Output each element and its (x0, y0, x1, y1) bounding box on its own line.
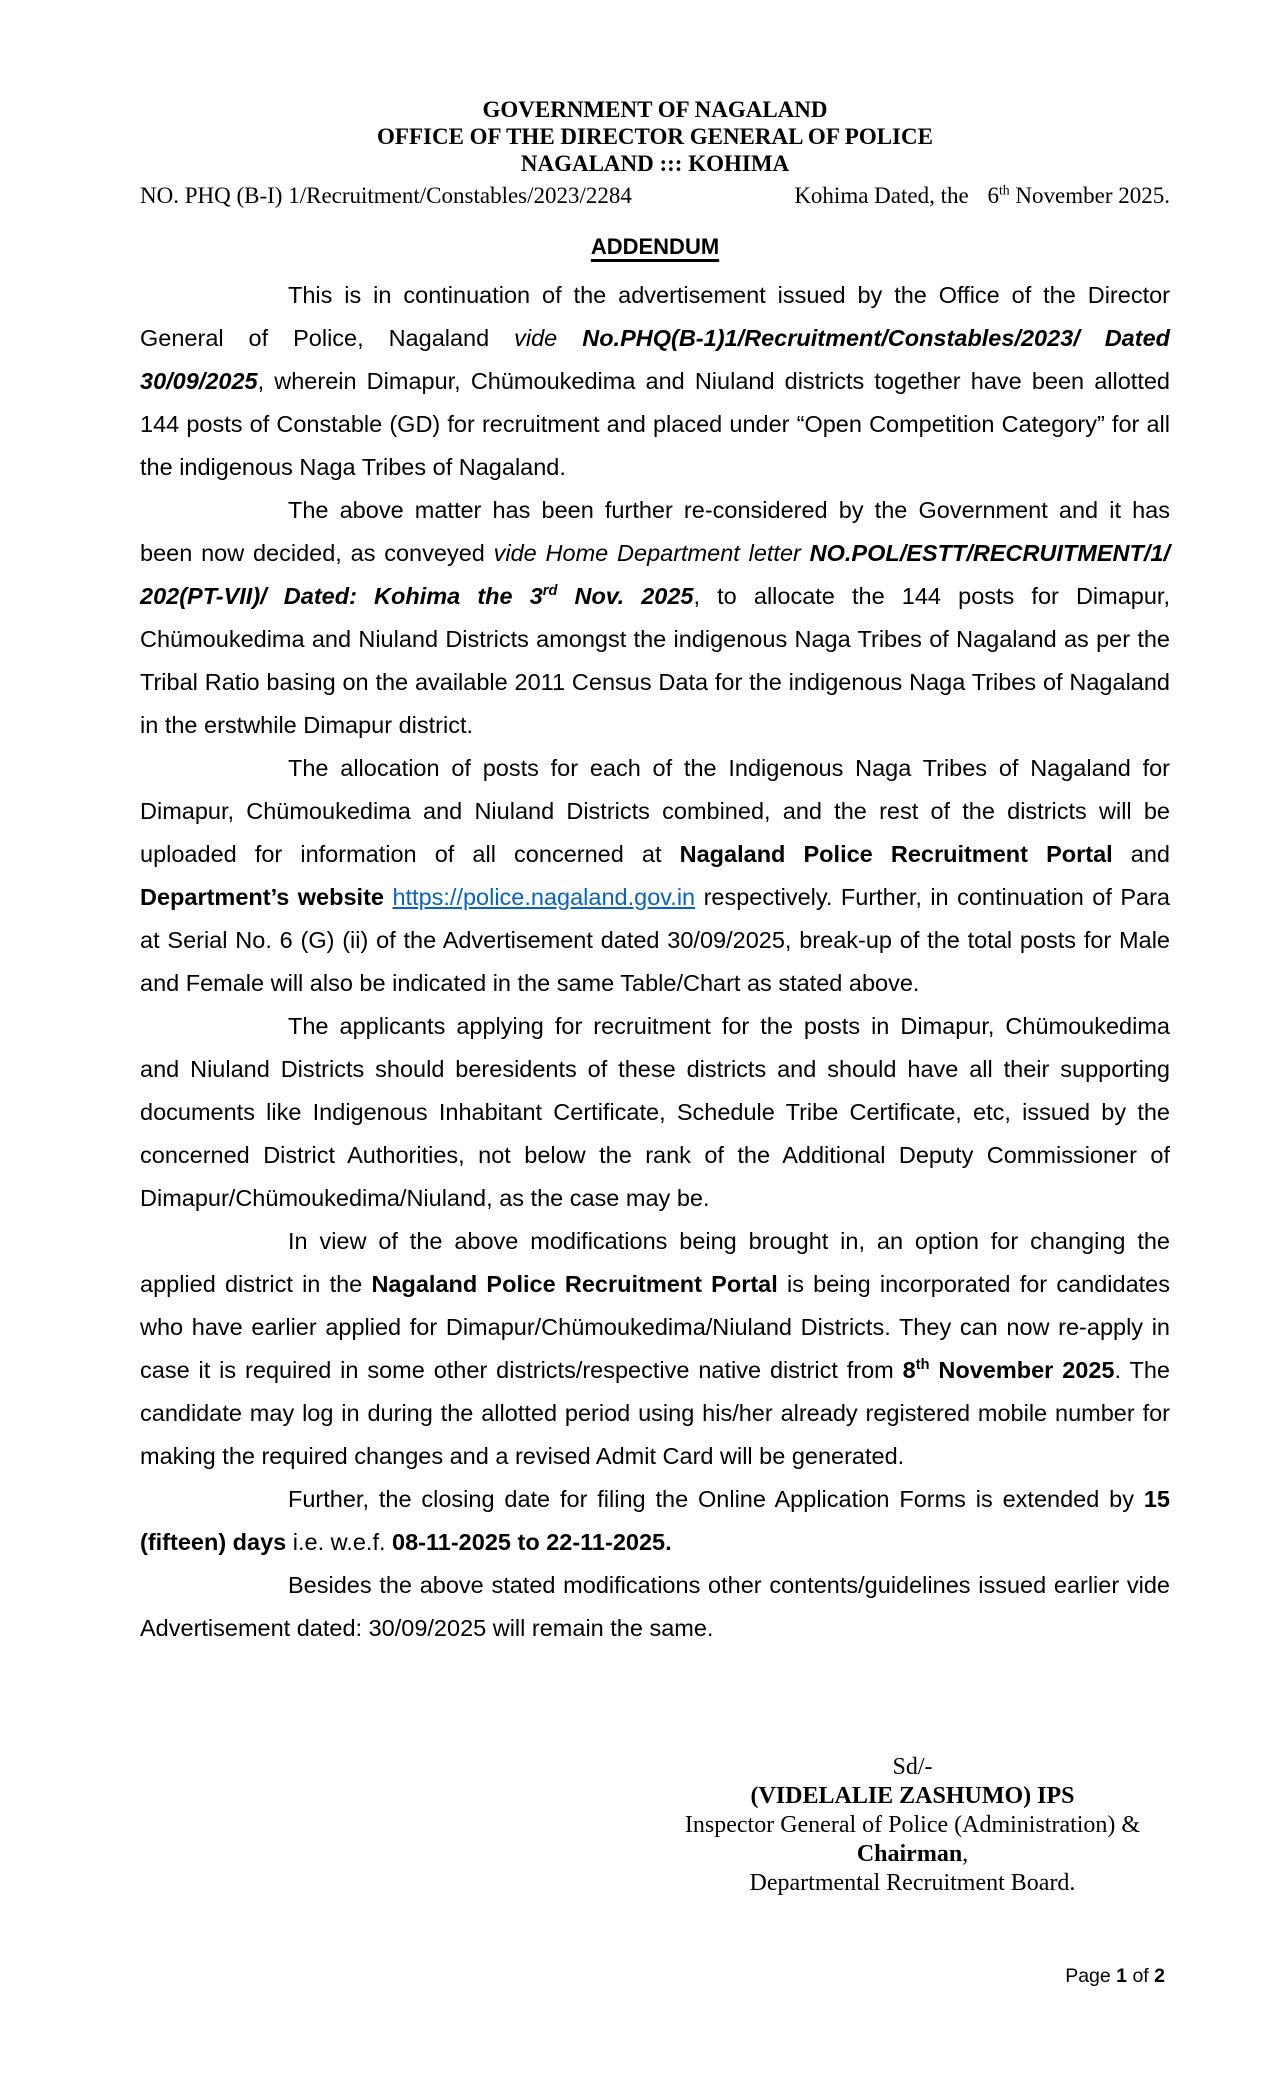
paragraph-3 (140, 747, 1170, 1005)
text-run: 15 (fifteen) days (140, 1486, 1170, 1555)
document-body (140, 274, 1170, 1650)
text-run: This is in continuation of the advertisement issued by the Office of the Director General of Police, Nagaland (140, 282, 1170, 351)
paragraph-7 (140, 1564, 1170, 1650)
paragraph-2 (140, 489, 1170, 747)
text-run: , to allocate the 144 posts for Dimapur, Chümoukedima and Niuland Districts amongst the indigenous Naga Tribes of Nagaland as per the Tribal Ratio basing on the available 2011 Census Data for the indigenous Naga Tribes of Nagaland in the erstwhile Dimapur district. (140, 583, 1170, 738)
text-run: th (915, 1357, 930, 1374)
addendum-title: ADDENDUM (590, 234, 720, 259)
signatory-board: Departmental Recruitment Board. (749, 1870, 1076, 1896)
paragraph-6 (140, 1478, 1170, 1564)
paragraph-5 (140, 1220, 1170, 1478)
text-run: Nagaland Police Recruitment Portal (371, 1271, 778, 1297)
text-run: No.PHQ(B-1)1/​Recruitment/​Constables/​2023/ Dated 30/09/2025 (140, 325, 1170, 394)
text-run: NO.POL/​ESTT/​RECRUITMENT/​1/​202(PT-VII)/ Dated: Kohima the 3 (140, 540, 1170, 609)
text-run: 08-11-2025 to 22-11-2025. (392, 1529, 672, 1555)
date-day: 6 (987, 183, 999, 208)
government-name: GOVERNMENT OF NAGALAND (482, 97, 828, 122)
text-run: . The candidate may log in during the allotted period using his/her already registered mobile number for making the required changes and a revised Admit Card will be generated. (140, 1357, 1170, 1469)
reference-row (140, 182, 1170, 209)
date-line (794, 182, 1170, 209)
office-name: OFFICE OF THE DIRECTOR GENERAL OF POLICE (377, 124, 933, 149)
paragraph-1 (140, 274, 1170, 489)
signature-sd: Sd/- (892, 1754, 933, 1780)
paragraph-4 (140, 1005, 1170, 1220)
date-ordinal: th (998, 182, 1010, 198)
text-run: Nagaland Police Recruitment Portal (679, 841, 1113, 867)
page-number: Page 1 of 2 (1065, 1965, 1165, 1987)
date-rest: November 2025. (1015, 183, 1170, 208)
text-run: and (1112, 841, 1170, 867)
text-run: November 2025 (929, 1357, 1115, 1383)
text-run: The allocation of posts for each of the Indigenous Naga Tribes of Nagaland for Dimapur, Chümoukedima and Niuland Districts combined, and the rest of the districts will be uploaded for information of all concerned at (140, 755, 1170, 867)
text-run: Besides the above stated modifications other contents/guidelines issued earlier vide Advertisement dated: 30/09/2025 will remain the same. (140, 1572, 1170, 1641)
text-run: In view of the above modifications being brought in, an option for changing the applied district in the (140, 1228, 1170, 1297)
signatory-designation: Inspector General of Police (Administration) & (684, 1812, 1141, 1838)
signature-block (655, 1753, 1170, 1898)
text-run: vide Home Department letter (493, 540, 810, 566)
text-run: i.e. w.e.f. (286, 1529, 393, 1555)
text-run: Nov. 2025 (557, 583, 694, 609)
text-run: 8 (902, 1357, 916, 1383)
text-run: The applicants applying for recruitment for the posts in Dimapur, Chümoukedima and Niuland Districts should beresidents of these districts and should have all their supporting documents like Indigenous Inhabitant Certificate, Schedule Tribe Certificate, etc, issued by the concerned District Authorities, not below the rank of the Additional Deputy Commissioner of Dimapur/Chümoukedima/Niuland, as the case may be. (140, 1013, 1170, 1211)
date-prefix: Kohima Dated, the (794, 183, 969, 208)
text-run: , wherein Dimapur, Chümoukedima and Niuland districts together have been allotted 144 posts of Constable (GD) for recruitment and placed under “Open Competition Category” for all the indigenous Naga Tribes of Nagaland. (140, 368, 1170, 480)
text-run (557, 325, 582, 351)
text-run: Further, the closing date for filing the Online Application Forms is extended by (288, 1486, 1144, 1512)
text-run: rd (542, 583, 558, 600)
department-website-link[interactable]: https://police.nagaland.gov.in (392, 884, 696, 910)
text-run: The above matter has been further re-considered by the Government and it has been now decided, as conveyed (140, 497, 1170, 566)
reference-number: NO. PHQ (B-I) 1/Recruitment/Constables/2023/2284 (140, 183, 632, 208)
signatory-name: (VIDELALIE ZASHUMO) IPS (750, 1783, 1075, 1809)
letterhead (140, 96, 1170, 177)
location-line: NAGALAND ::: KOHIMA (520, 151, 790, 176)
signatory-role: Chairman, (856, 1841, 969, 1867)
text-run: is being incorporated for candidates who have earlier applied for Dimapur/Chümoukedima/Niuland Districts. They can now re-apply in case it is required in some other districts/respective native district from (140, 1271, 1170, 1383)
text-run: vide (514, 325, 558, 351)
text-run: respectively. Further, in continuation of Para at Serial No. 6 (G) (ii) of the Advertisement dated 30/09/2025, break-up of the total posts for Male and Female will also be indicated in the same Table/Chart as stated above. (140, 884, 1170, 996)
text-run: Department’s website (140, 884, 384, 910)
